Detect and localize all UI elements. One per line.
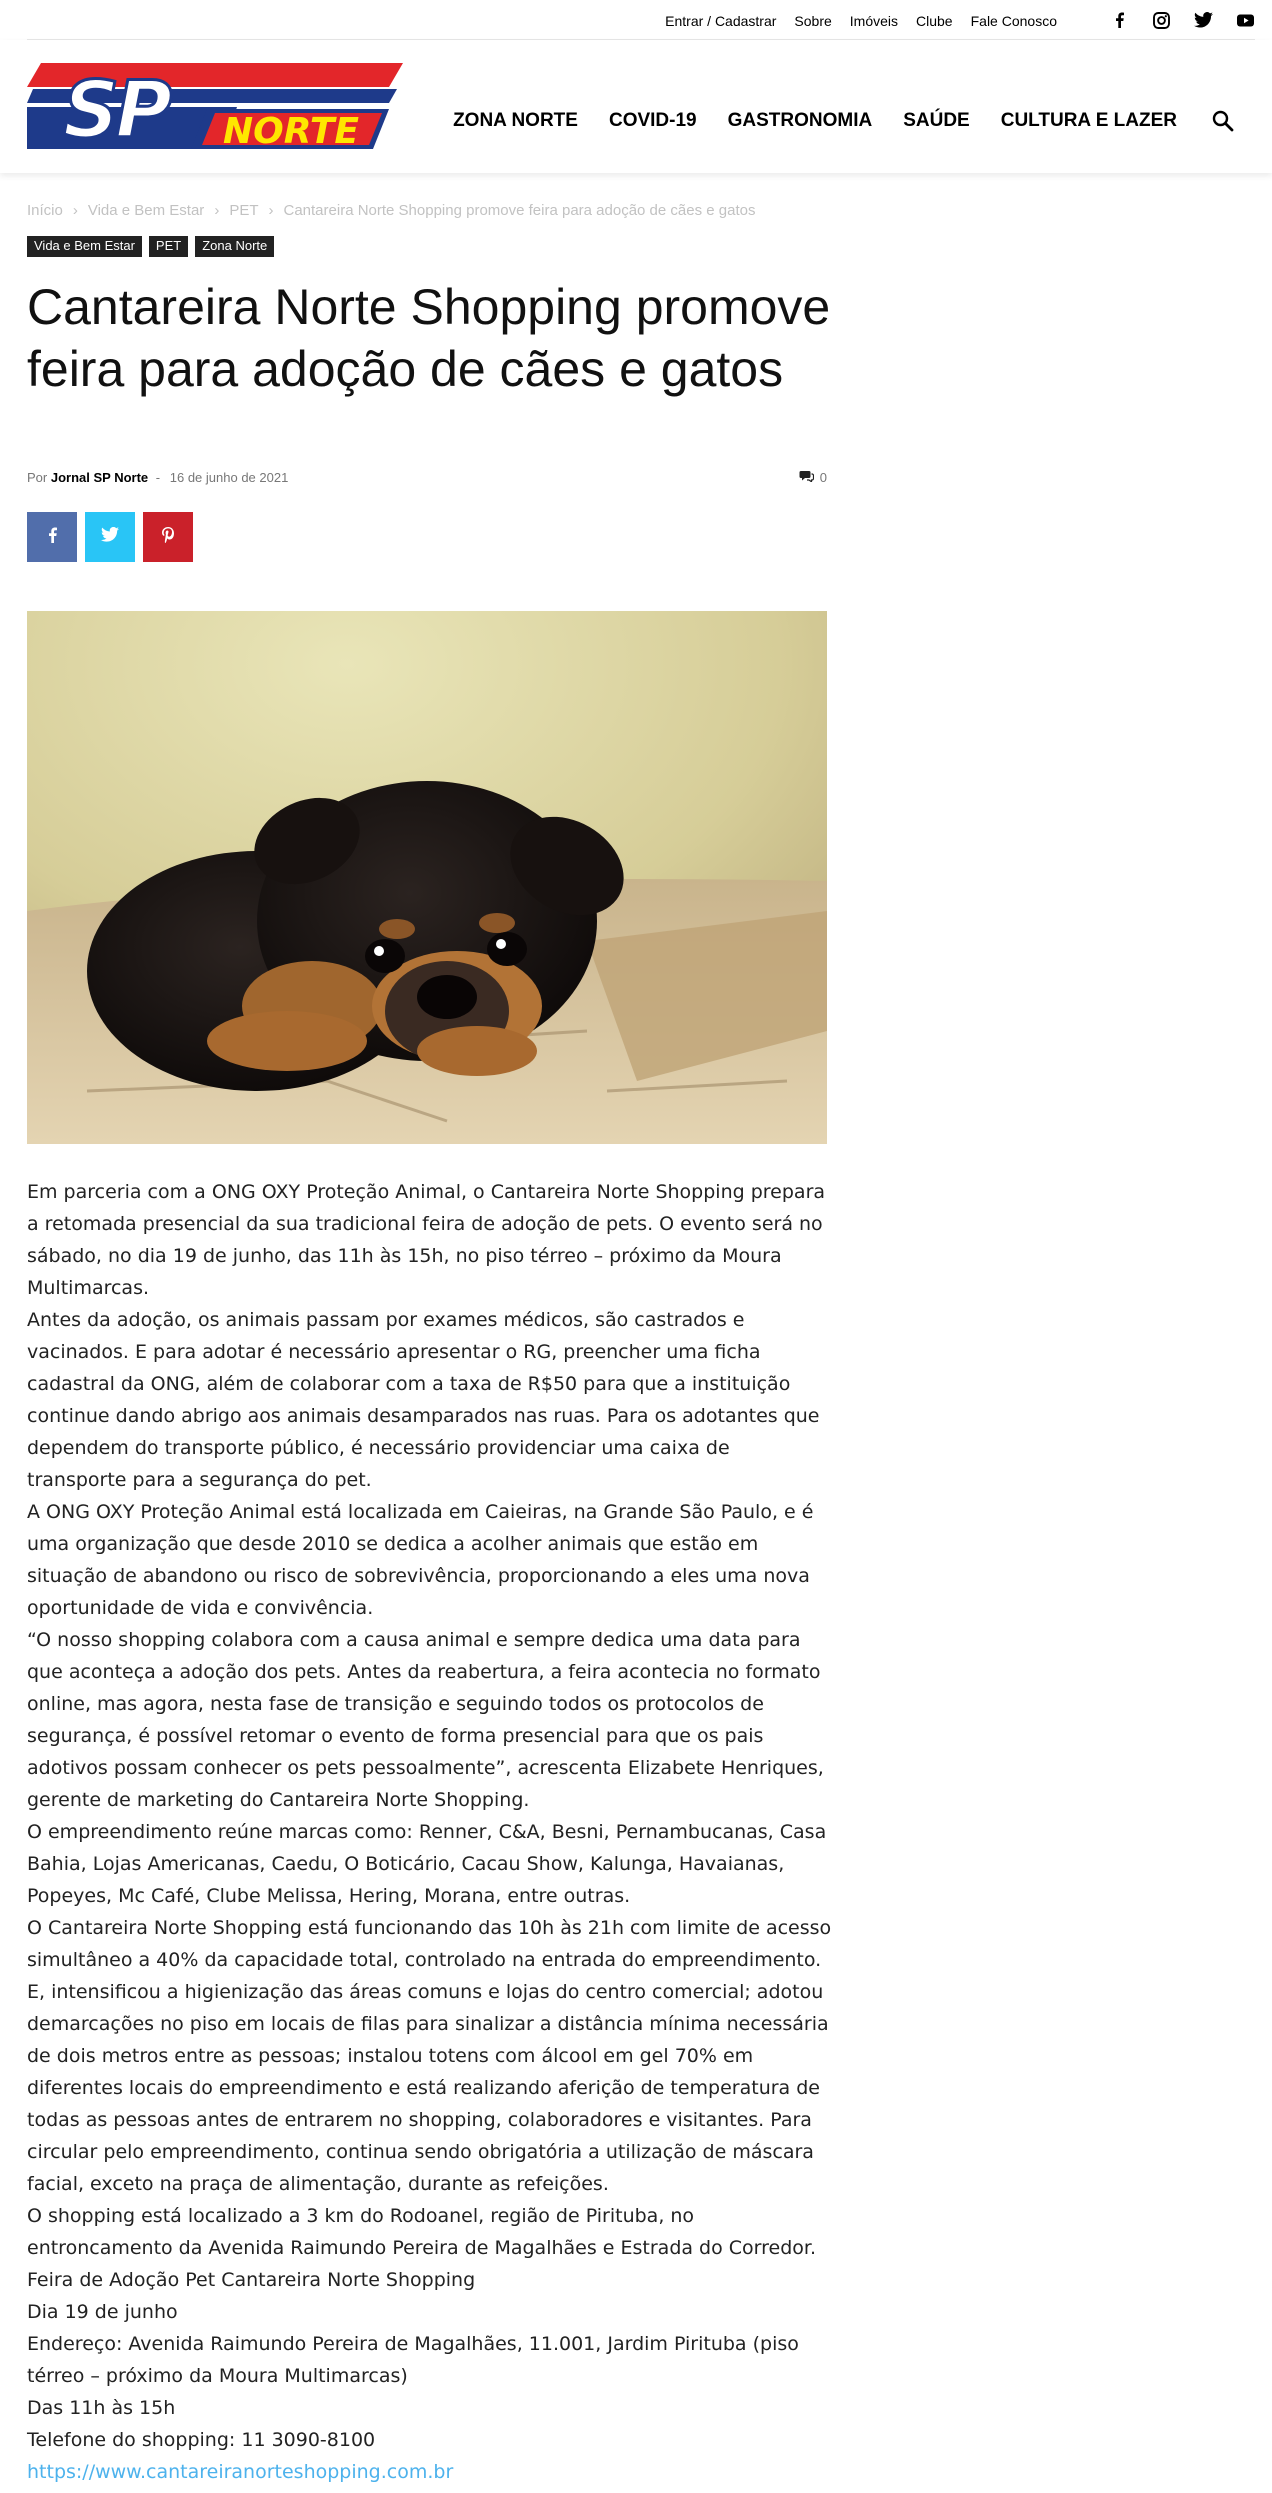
breadcrumb <box>27 202 755 219</box>
article-featured-image <box>27 611 827 1144</box>
top-link-real-estate[interactable]: Imóveis <box>849 13 899 29</box>
comment-count: 0 <box>819 470 827 485</box>
event-phone: Telefone do shopping: 11 3090-8100 <box>27 2429 376 2451</box>
author-link[interactable]: Jornal SP Norte <box>50 470 149 485</box>
article-paragraph: O empreendimento reúne marcas como: Renner, C&A, Besni, Pernambucanas, Casa Bahia, Lojas Americanas, Caedu, O Boticário, Cacau Show, Kalunga, Havaianas, Popeyes, Mc Café, Clube Melissa, Hering, Morana, entre outras. <box>27 1821 827 1907</box>
logo-text-sp: SP <box>63 66 169 149</box>
top-link-club[interactable]: Clube <box>916 13 953 29</box>
instagram-icon[interactable] <box>1151 10 1171 30</box>
share-facebook-button[interactable] <box>27 512 77 562</box>
event-date: Dia 19 de junho <box>27 2301 178 2323</box>
youtube-icon[interactable] <box>1235 10 1255 30</box>
nav-item-cultura[interactable]: CULTURA E LAZER <box>1000 110 1177 131</box>
article-paragraph: Antes da adoção, os animais passam por exames médicos, são castrados e vacinados. E para adotar é necessário apresentar o RG, preencher uma ficha cadastral da ONG, além de colaborar com a taxa de R$50 para que a instituição continue dando abrigo aos animais desamparados nas ruas. Para os adotantes que dependem do transporte público, é necessário providenciar uma caixa de transporte para a segurança do pet. <box>27 1309 820 1491</box>
twitter-icon <box>101 527 119 547</box>
facebook-icon[interactable] <box>1109 10 1129 30</box>
article-paragraph: Em parceria com a ONG OXY Proteção Animal, o Cantareira Norte Shopping prepara a retomada presencial da sua tradicional feira de adoção de pets. O evento será no sábado, no dia 19 de junho, das 11h às 15h, no piso térreo – próximo da Moura Multimarcas. <box>27 1181 826 1299</box>
social-links <box>1109 10 1255 30</box>
article-paragraph: “O nosso shopping colabora com a causa animal e sempre dedica uma data para que aconteça a adoção dos pets. Antes da reabertura, a feira acontecia no formato online, mas agora, nesta fase de transição e seguindo todos os protocolos de segurança, é possível retomar o evento de forma presencial para que os pais adotivos possam conhecer os pets pessoalmente”, acrescenta Elizabete Henriques, gerente de marketing do Cantareira Norte Shopping. <box>27 1629 824 1811</box>
meta-separator: - <box>155 470 161 485</box>
pinterest-icon <box>162 527 174 548</box>
nav-item-zona-norte[interactable]: ZONA NORTE <box>453 110 578 131</box>
logo-text-norte: NORTE <box>223 111 359 149</box>
comment-icon <box>799 470 814 485</box>
nav-item-saude[interactable]: SAÚDE <box>903 110 970 131</box>
article-meta <box>27 470 827 485</box>
event-address: Endereço: Avenida Raimundo Pereira de Magalhães, 11.001, Jardim Pirituba (piso térreo – próximo da Moura Multimarcas) <box>27 2333 799 2387</box>
share-buttons <box>27 512 193 562</box>
category-tags <box>27 236 274 257</box>
chevron-right-icon: › <box>72 202 78 219</box>
chevron-right-icon: › <box>214 202 220 219</box>
event-title: Feira de Adoção Pet Cantareira Norte Shopping <box>27 2269 476 2291</box>
breadcrumb-vida[interactable]: Vida e Bem Estar <box>87 202 205 219</box>
by-label: Por <box>27 470 48 485</box>
top-link-contact[interactable]: Fale Conosco <box>970 13 1057 29</box>
article-title: Cantareira Norte Shopping promove feira para adoção de cães e gatos <box>27 279 831 397</box>
shopping-website-link[interactable]: https://www.cantareiranorteshopping.com.br <box>27 2461 454 2483</box>
top-links <box>665 13 1057 29</box>
top-link-login[interactable]: Entrar / Cadastrar <box>665 13 777 29</box>
article-body <box>27 1176 832 2488</box>
main-nav <box>453 110 1177 132</box>
top-link-about[interactable]: Sobre <box>794 13 832 29</box>
share-twitter-button[interactable] <box>85 512 135 562</box>
site-logo[interactable] <box>27 63 403 149</box>
comments-link[interactable] <box>799 470 827 485</box>
facebook-icon <box>48 527 57 548</box>
breadcrumb-home[interactable]: Início <box>27 202 63 219</box>
breadcrumb-current: Cantareira Norte Shopping promove feira para adoção de cães e gatos <box>283 202 756 219</box>
twitter-icon[interactable] <box>1193 10 1213 30</box>
article-paragraph: O shopping está localizado a 3 km do Rodoanel, região de Pirituba, no entroncamento da Avenida Raimundo Pereira de Magalhães e Estrada do Corredor. <box>27 2205 817 2259</box>
nav-item-gastronomia[interactable]: GASTRONOMIA <box>727 110 873 131</box>
top-bar <box>0 0 1272 40</box>
breadcrumb-pet[interactable]: PET <box>229 202 259 219</box>
category-tag[interactable]: Vida e Bem Estar <box>27 236 142 257</box>
search-icon[interactable] <box>1211 109 1235 133</box>
chevron-right-icon: › <box>268 202 274 219</box>
category-tag[interactable]: PET <box>149 236 188 257</box>
publish-date: 16 de junho de 2021 <box>169 470 289 485</box>
article-paragraph: O Cantareira Norte Shopping está funcionando das 10h às 21h com limite de acesso simultâneo a 40% da capacidade total, controlado na entrada do empreendimento. E, intensificou a higienização das áreas comuns e lojas do centro comercial; adotou demarcações no piso em locais de filas para sinalizar a distância mínima necessária de dois metros entre as pessoas; instalou totens com álcool em gel 70% em diferentes locais do empreendimento e está realizando aferição de temperatura de todas as pessoas antes de entrarem no shopping, colaboradores e visitantes. Para circular pelo empreendimento, continua sendo obrigatória a utilização de máscara facial, exceto na praça de alimentação, durante as refeições. <box>27 1917 832 2195</box>
article-paragraph: A ONG OXY Proteção Animal está localizada em Caieiras, na Grande São Paulo, e é uma organização que desde 2010 se dedica a acolher animais que estão em situação de abandono ou risco de sobrevivência, proporcionando a eles uma nova oportunidade de vida e convivência. <box>27 1501 814 1619</box>
share-pinterest-button[interactable] <box>143 512 193 562</box>
category-tag[interactable]: Zona Norte <box>195 236 274 257</box>
site-header <box>0 40 1272 173</box>
event-hours: Das 11h às 15h <box>27 2397 176 2419</box>
nav-item-covid[interactable]: COVID-19 <box>608 110 697 131</box>
